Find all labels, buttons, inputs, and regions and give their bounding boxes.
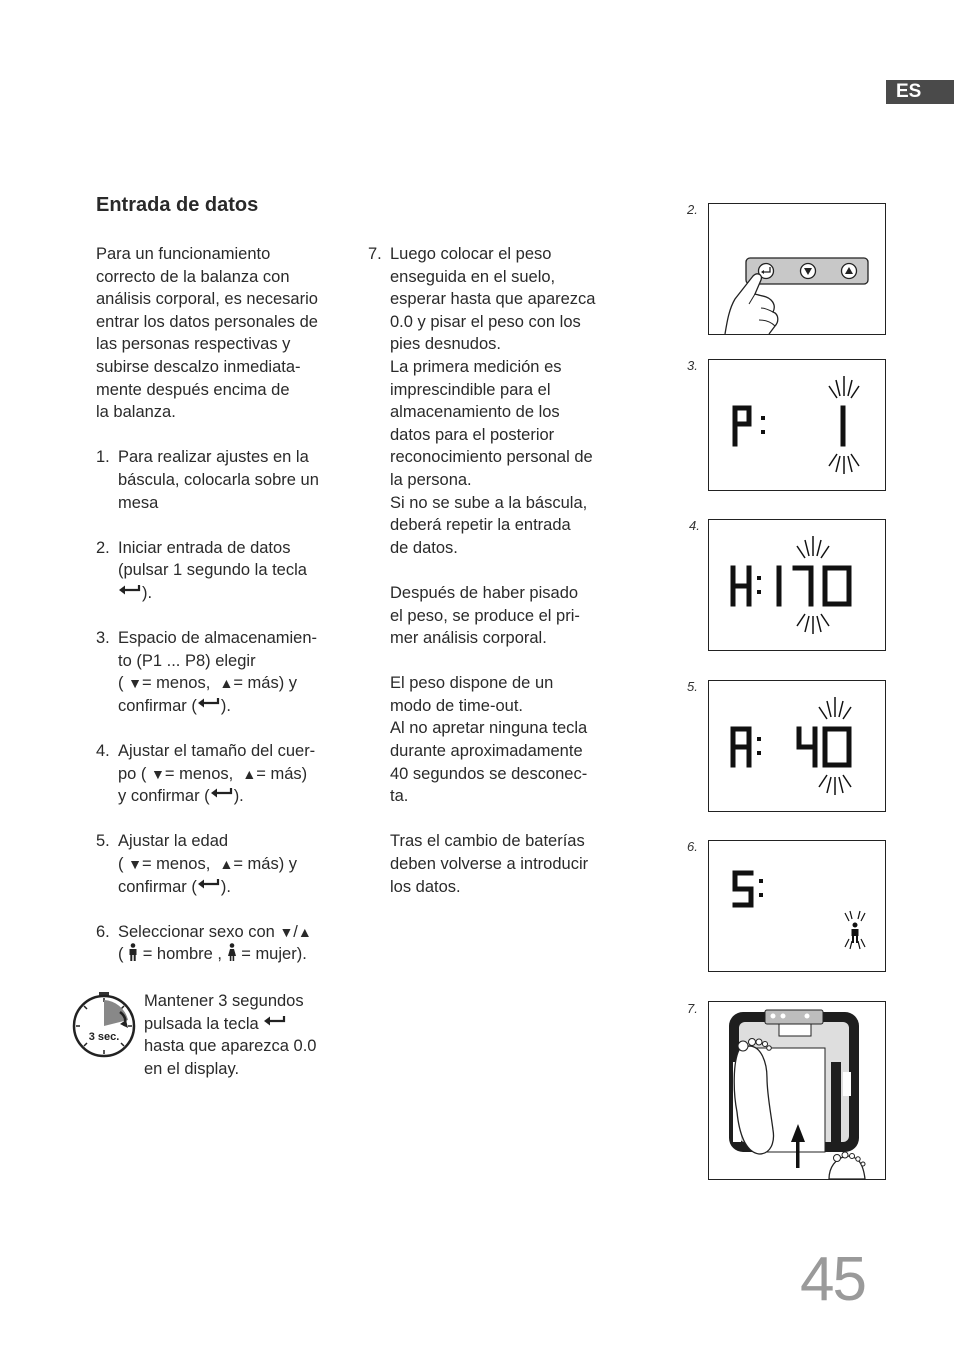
figure-number: 6. xyxy=(687,839,698,854)
svg-text:3 sec.: 3 sec. xyxy=(88,1031,120,1043)
down-arrow-icon: ▼ xyxy=(279,923,294,940)
down-arrow-icon: ▼ xyxy=(151,765,165,782)
up-arrow-icon: ▲ xyxy=(297,923,312,940)
up-arrow-icon: ▲ xyxy=(242,765,257,782)
column-left xyxy=(96,243,356,966)
lcd-digits xyxy=(733,568,849,604)
step-6: 6. Seleccionar sexo con ▼/▲ ( = hombre , = mujer). xyxy=(96,922,312,964)
figure-number: 7. xyxy=(687,1001,698,1016)
stopwatch-icon xyxy=(70,990,138,1058)
figure-number: 3. xyxy=(687,358,698,373)
figure-scale xyxy=(708,1001,886,1180)
paragraph-batteries: Tras el cambio de baterías deben volverse a introducir los datos. xyxy=(390,832,589,896)
step-2: 2. Iniciar entrada de datos (pulsar 1 segundo la tecla ). xyxy=(96,538,307,602)
step-5: 5. Ajustar la edad ( ▼= menos, ▲= más) y confirmar ( ). xyxy=(96,832,298,896)
up-button-icon xyxy=(842,264,857,279)
enter-key-icon xyxy=(197,697,221,709)
lcd-digits xyxy=(735,873,763,905)
figure-number: 2. xyxy=(687,202,698,217)
up-arrow-icon: ▲ xyxy=(219,856,234,873)
figure-number: 4. xyxy=(689,518,700,533)
figure-display-a xyxy=(708,680,886,812)
language-tab: ES xyxy=(886,80,954,104)
down-arrow-icon: ▼ xyxy=(128,856,142,873)
enter-key-icon xyxy=(210,787,234,799)
figure-display-h xyxy=(708,519,886,651)
up-arrow-icon: ▲ xyxy=(219,675,234,692)
section-title: Entrada de datos xyxy=(96,194,259,216)
paragraph-timeout: El peso dispone de un modo de time-out. Al no apretar ninguna tecla durante aproximadamente 40 segundos se desconec- ta. xyxy=(390,674,588,806)
intro-paragraph: Para un funcionamiento correcto de la balanza con análisis corporal, es necesario entrar los datos personales de las personas respectivas y subirse descalzo inmediata- mente después encima de la balanza. xyxy=(96,245,318,422)
female-icon xyxy=(227,943,237,961)
down-button-icon xyxy=(801,264,816,279)
figure-display-s xyxy=(708,840,886,972)
column-middle xyxy=(368,243,630,898)
page-number: 45 xyxy=(800,1245,865,1314)
figure-display-p xyxy=(708,359,886,491)
male-icon xyxy=(128,943,138,961)
lcd-digits xyxy=(733,729,849,765)
enter-key-icon xyxy=(197,878,221,890)
enter-key-icon xyxy=(263,1015,287,1027)
figure-keypad xyxy=(708,203,886,335)
figure-number: 5. xyxy=(687,679,698,694)
step-1: 1. Para realizar ajustes en la báscula, colocarla sobre un mesa xyxy=(96,448,319,512)
step-3: 3. Espacio de almacenamien- to (P1 ... P8) elegir ( ▼= menos, ▲= más) y confirmar ( ). xyxy=(96,629,318,715)
down-arrow-icon: ▼ xyxy=(128,675,142,692)
lcd-digits xyxy=(735,408,843,444)
enter-key-icon xyxy=(118,584,142,596)
step-7: 7. Luego colocar el peso enseguida en el suelo, esperar hasta que aparezca 0.0 y pisar el peso con los pies desnudos. La primera medición es imprescindible para el almacenamiento de los datos para el posterior reconocimiento personal de la persona. Si no se sube a la báscula, deberá repetir la entrada de datos. xyxy=(368,245,596,557)
paragraph-analysis: Después de haber pisado el peso, se produce el pri- mer análisis corporal. xyxy=(390,583,580,648)
step-4: 4. Ajustar el tamaño del cuer- po ( ▼= menos, ▲= más) y confirmar ( ). xyxy=(96,742,316,806)
male-symbol-icon xyxy=(852,923,859,944)
